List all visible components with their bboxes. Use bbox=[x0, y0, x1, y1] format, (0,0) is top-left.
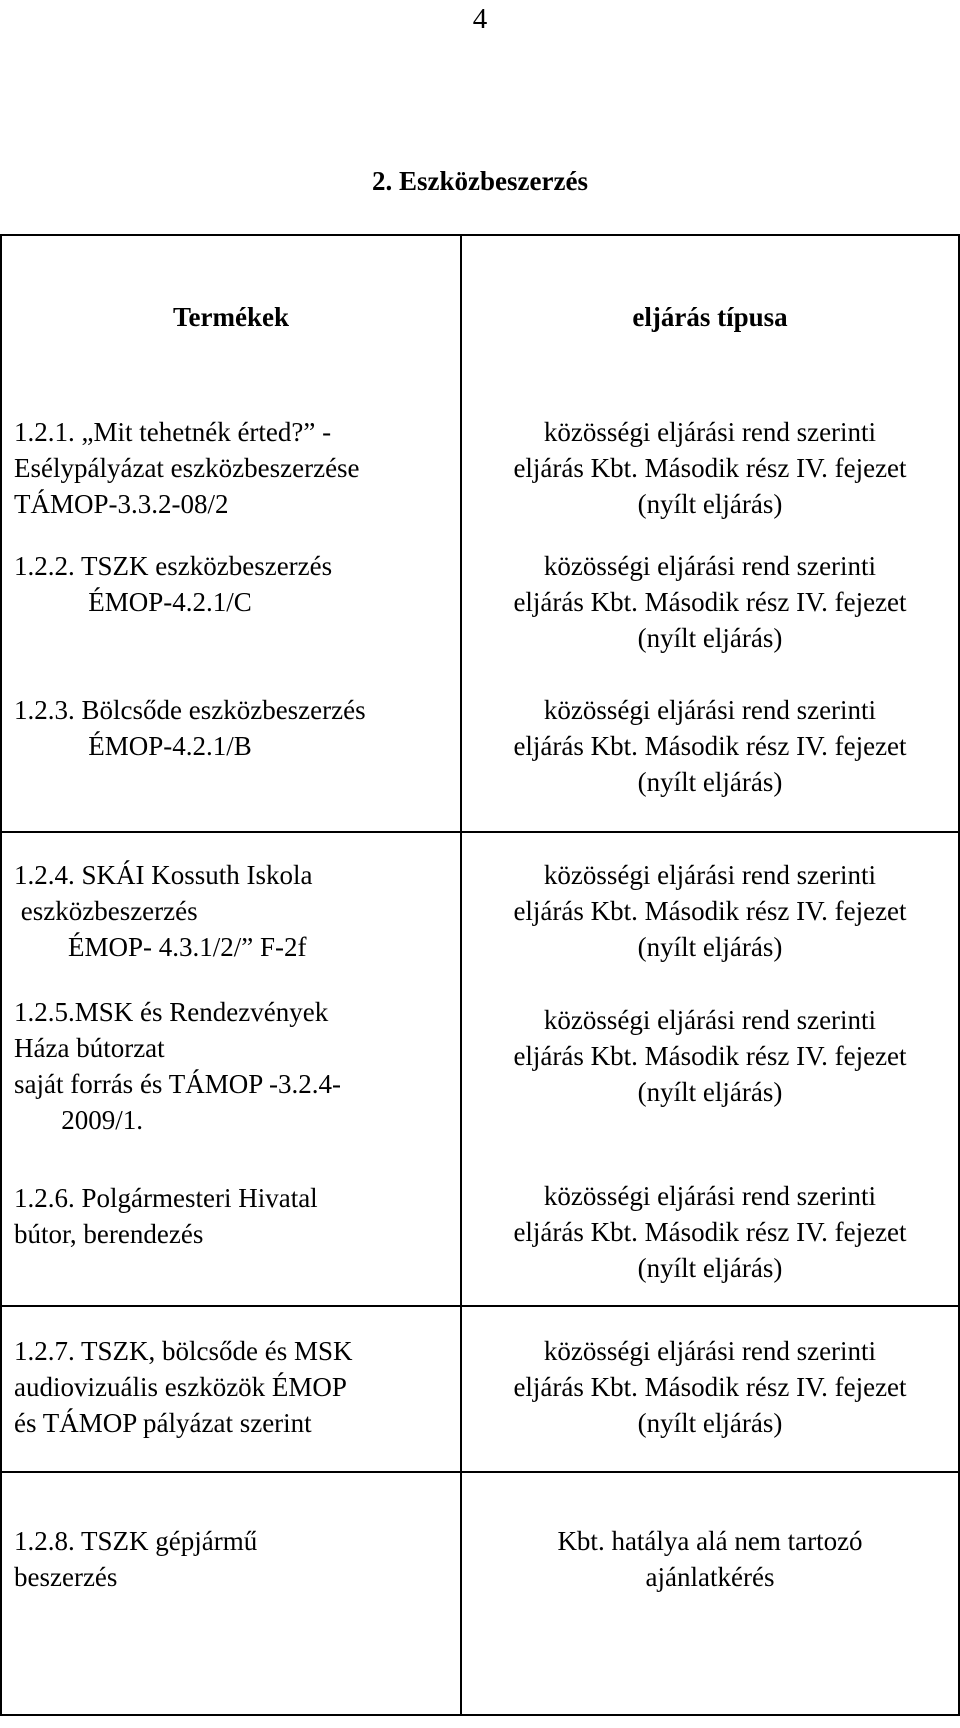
table-row bbox=[1, 682, 959, 832]
table-header-row bbox=[1, 235, 959, 398]
procedure-cell bbox=[461, 1158, 959, 1306]
product-text: 1.2.7. TSZK, bölcsőde és MSK audiovizuális eszközök ÉMOP és TÁMOP pályázat szerint bbox=[14, 1336, 353, 1438]
procedure-cell bbox=[461, 398, 959, 538]
product-cell bbox=[1, 682, 461, 832]
product-text: 1.2.2. TSZK eszközbeszerzés ÉMOP-4.2.1/C bbox=[14, 551, 333, 617]
procurement-table bbox=[0, 234, 960, 1716]
table-row bbox=[1, 538, 959, 682]
product-cell bbox=[1, 982, 461, 1158]
procedure-text: közösségi eljárási rend szerinti eljárás Kbt. Második rész IV. fejezet (nyílt eljárás) bbox=[513, 417, 907, 519]
procedure-text: közösségi eljárási rend szerinti eljárás Kbt. Második rész IV. fejezet (nyílt eljárás) bbox=[513, 551, 907, 653]
page-number: 4 bbox=[472, 3, 488, 35]
table-row bbox=[1, 1158, 959, 1306]
procedure-cell bbox=[461, 982, 959, 1158]
product-text: 1.2.6. Polgármesteri Hivatal bútor, berendezés bbox=[14, 1183, 318, 1249]
product-text: 1.2.4. SKÁI Kossuth Iskola eszközbeszerzés ÉMOP- 4.3.1/2/” F-2f bbox=[14, 860, 313, 962]
product-text: 1.2.8. TSZK gépjármű beszerzés bbox=[14, 1526, 258, 1592]
procedure-cell bbox=[461, 682, 959, 832]
product-text: 1.2.1. „Mit tehetnék érted?” - Esélypályázat eszközbeszerzése TÁMOP-3.3.2-08/2 bbox=[14, 417, 360, 519]
procedure-cell bbox=[461, 1472, 959, 1715]
section-title: 2. Eszközbeszerzés bbox=[372, 166, 588, 196]
product-text: 1.2.5.MSK és Rendezvények Háza bútorzat saját forrás és TÁMOP -3.2.4- 2009/1. bbox=[14, 997, 341, 1135]
product-cell bbox=[1, 398, 461, 538]
product-text: 1.2.3. Bölcsőde eszközbeszerzés ÉMOP-4.2.1/B bbox=[14, 695, 366, 761]
header-procedure-type: eljárás típusa bbox=[461, 235, 959, 398]
procedure-cell bbox=[461, 832, 959, 982]
product-cell bbox=[1, 1158, 461, 1306]
procedure-text: Kbt. hatálya alá nem tartozó ajánlatkérés bbox=[557, 1526, 863, 1592]
procedure-text: közösségi eljárási rend szerinti eljárás Kbt. Második rész IV. fejezet (nyílt eljárás) bbox=[513, 1336, 907, 1438]
procedure-cell bbox=[461, 1306, 959, 1472]
procedure-cell bbox=[461, 538, 959, 682]
table-row bbox=[1, 398, 959, 538]
product-cell bbox=[1, 1472, 461, 1715]
header-products: Termékek bbox=[1, 235, 461, 398]
table-row bbox=[1, 832, 959, 982]
procedure-text: közösségi eljárási rend szerinti eljárás Kbt. Második rész IV. fejezet (nyílt eljárás) bbox=[513, 860, 907, 962]
procedure-text: közösségi eljárási rend szerinti eljárás Kbt. Második rész IV. fejezet (nyílt eljárás) bbox=[513, 695, 907, 797]
product-cell bbox=[1, 832, 461, 982]
table-row bbox=[1, 1306, 959, 1472]
procedure-text: közösségi eljárási rend szerinti eljárás Kbt. Második rész IV. fejezet (nyílt eljárás) bbox=[513, 1005, 907, 1107]
product-cell bbox=[1, 538, 461, 682]
table-row bbox=[1, 1472, 959, 1715]
product-cell bbox=[1, 1306, 461, 1472]
table-row bbox=[1, 982, 959, 1158]
procedure-text: közösségi eljárási rend szerinti eljárás Kbt. Második rész IV. fejezet (nyílt eljárás) bbox=[513, 1181, 907, 1283]
